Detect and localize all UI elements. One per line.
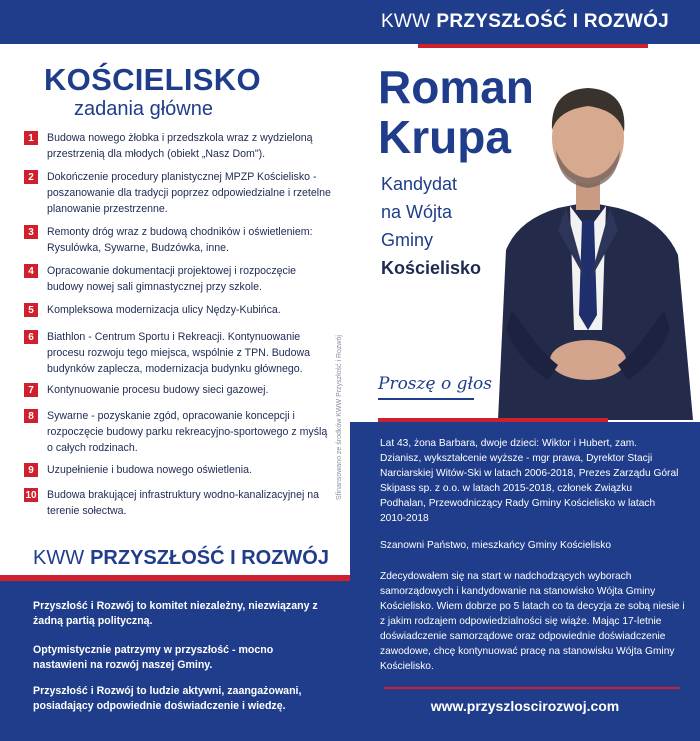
task-item xyxy=(24,487,332,519)
committee-kww-name: PRZYSZŁOŚĆ I ROZWÓJ xyxy=(90,546,329,569)
task-number: 10 xyxy=(25,489,37,501)
funding-note: Sfinansowano ze środków KWW Przyszłość i Rozwój xyxy=(336,335,343,500)
task-item xyxy=(24,408,332,456)
task-number: 9 xyxy=(24,463,38,477)
left-subtitle: zadania główne xyxy=(74,98,213,120)
task-text: Kompleksowa modernizacja ulicy Nędzy-Kubińca. xyxy=(47,304,281,316)
task-item xyxy=(24,130,332,162)
committee-point: Przyszłość i Rozwój to komitet niezależny, niezwiązany z żadną partią polityczną. xyxy=(33,600,318,627)
task-text: Kontynuowanie procesu budowy sieci gazowej. xyxy=(47,384,269,396)
signature-underline xyxy=(378,398,474,400)
candidate-letter: Zdecydowałem się na start w nadchodzących wyborach samorządowych i kandydowanie na stanowisko Wójta Gminy Kościelisko. Wiem dobrze po 5 latach co ta decyzja ze sobą niesie i z jakim rodzajem odpowiedzialności się wiąże. Mając 17-letnie doświadczenie samorządowe oraz odpowiednie doświadczenie zawodowe, chcę kontynuować pracę na stanowisku Wójta Gminy Kościelisko. xyxy=(380,571,685,672)
task-text: Budowa brakującej infrastruktury wodno-kanalizacyjnej na terenie sołectwa. xyxy=(47,489,320,517)
task-item xyxy=(24,263,332,295)
task-number: 8 xyxy=(24,409,38,423)
task-item xyxy=(24,462,332,478)
signature-slogan: Proszę o głos xyxy=(378,374,492,394)
task-text: Opracowanie dokumentacji projektowej i rozpoczęcie budowy nowej sali gimnastycznej przy szkole. xyxy=(47,265,297,293)
left-title: KOŚCIELISKO xyxy=(44,62,261,97)
task-text: Uzupełnienie i budowa nowego oświetlenia. xyxy=(47,464,252,476)
candidate-portrait xyxy=(478,80,700,420)
candidate-role-line: na Wójta xyxy=(381,202,453,222)
candidate-last-name: Krupa xyxy=(378,111,511,163)
task-number: 1 xyxy=(24,131,38,145)
task-number: 2 xyxy=(24,170,38,184)
task-text: Budowa nowego żłobka i przedszkola wraz z wydzieloną przestrzenią dla młodych (obiekt „Nasz Dom"). xyxy=(47,132,313,160)
task-number: 7 xyxy=(24,383,38,397)
candidate-first-name: Roman xyxy=(378,61,534,113)
committee-red-stripe xyxy=(0,575,350,581)
task-item xyxy=(24,382,332,398)
task-item xyxy=(24,302,332,318)
candidate-role xyxy=(381,170,481,282)
website-link[interactable]: www.przyszloscirozwoj.com xyxy=(430,698,620,714)
committee-point: Przyszłość i Rozwój to ludzie aktywni, zaangażowani, posiadający odpowiednie doświadczenie i wiedzę. xyxy=(33,685,302,712)
task-number: 5 xyxy=(24,303,38,317)
candidate-role-municipality: Kościelisko xyxy=(381,258,482,278)
task-item xyxy=(24,329,332,377)
candidate-role-line: Gminy xyxy=(381,230,434,250)
task-text: Sywarne - pozyskanie zgód, opracowanie koncepcji i rozpoczęcie budowy parku rekreacyjno-sportowego z myślą o całych rodzinach. xyxy=(47,410,328,454)
task-number: 4 xyxy=(24,264,38,278)
task-text: Biathlon - Centrum Sportu i Rekreacji. Kontynuowanie procesu rozwoju tego miejsca, wspólnie z TPN. Budowa budynków zaplecza, modernizacja budynku głównego. xyxy=(47,331,311,375)
candidate-bio: Lat 43, żona Barbara, dwoje dzieci: Wiktor i Hubert, zam. Dzianisz, wykształcenie wyższe - mgr prawa, Dyrektor Stacji Narciarskiej Witów-Ski w latach 2006-2018, Prezes Zarządu Góral Skipass sp. z o.o. w latach 2015-2018, członek Związku Podhalan, Przewodniczący Rady Gminy Kościelisko w latach 2010-2018 xyxy=(380,438,679,524)
task-number: 3 xyxy=(24,225,38,239)
task-text: Remonty dróg wraz z budową chodników i oświetleniem: Rysulówka, Sywarne, Budzówka, inne. xyxy=(47,226,313,254)
top-red-stripe xyxy=(418,44,648,48)
greeting: Szanowni Państwo, mieszkańcy Gminy Kościelisko xyxy=(380,540,612,551)
committee-kww-prefix: KWW xyxy=(33,546,85,569)
footer-red-divider xyxy=(384,687,680,689)
task-number: 6 xyxy=(24,330,38,344)
header-kww-prefix: KWW xyxy=(380,11,431,32)
top-left-band xyxy=(0,0,350,44)
task-item xyxy=(24,224,332,256)
task-text: Dokończenie procedury planistycznej MPZP Kościelisko - poszanowanie dla tradycji poprzez odpowiedzialne i rzetelne planowanie przestrzenne. xyxy=(47,171,331,215)
header-banner xyxy=(350,0,700,44)
committee-point: Optymistycznie patrzymy w przyszłość - mocno nastawieni na rozwój naszej Gminy. xyxy=(33,644,274,671)
header-kww-name: PRZYSZŁOŚĆ I ROZWÓJ xyxy=(436,11,670,32)
task-item xyxy=(24,169,332,217)
candidate-role-line: Kandydat xyxy=(381,174,458,194)
